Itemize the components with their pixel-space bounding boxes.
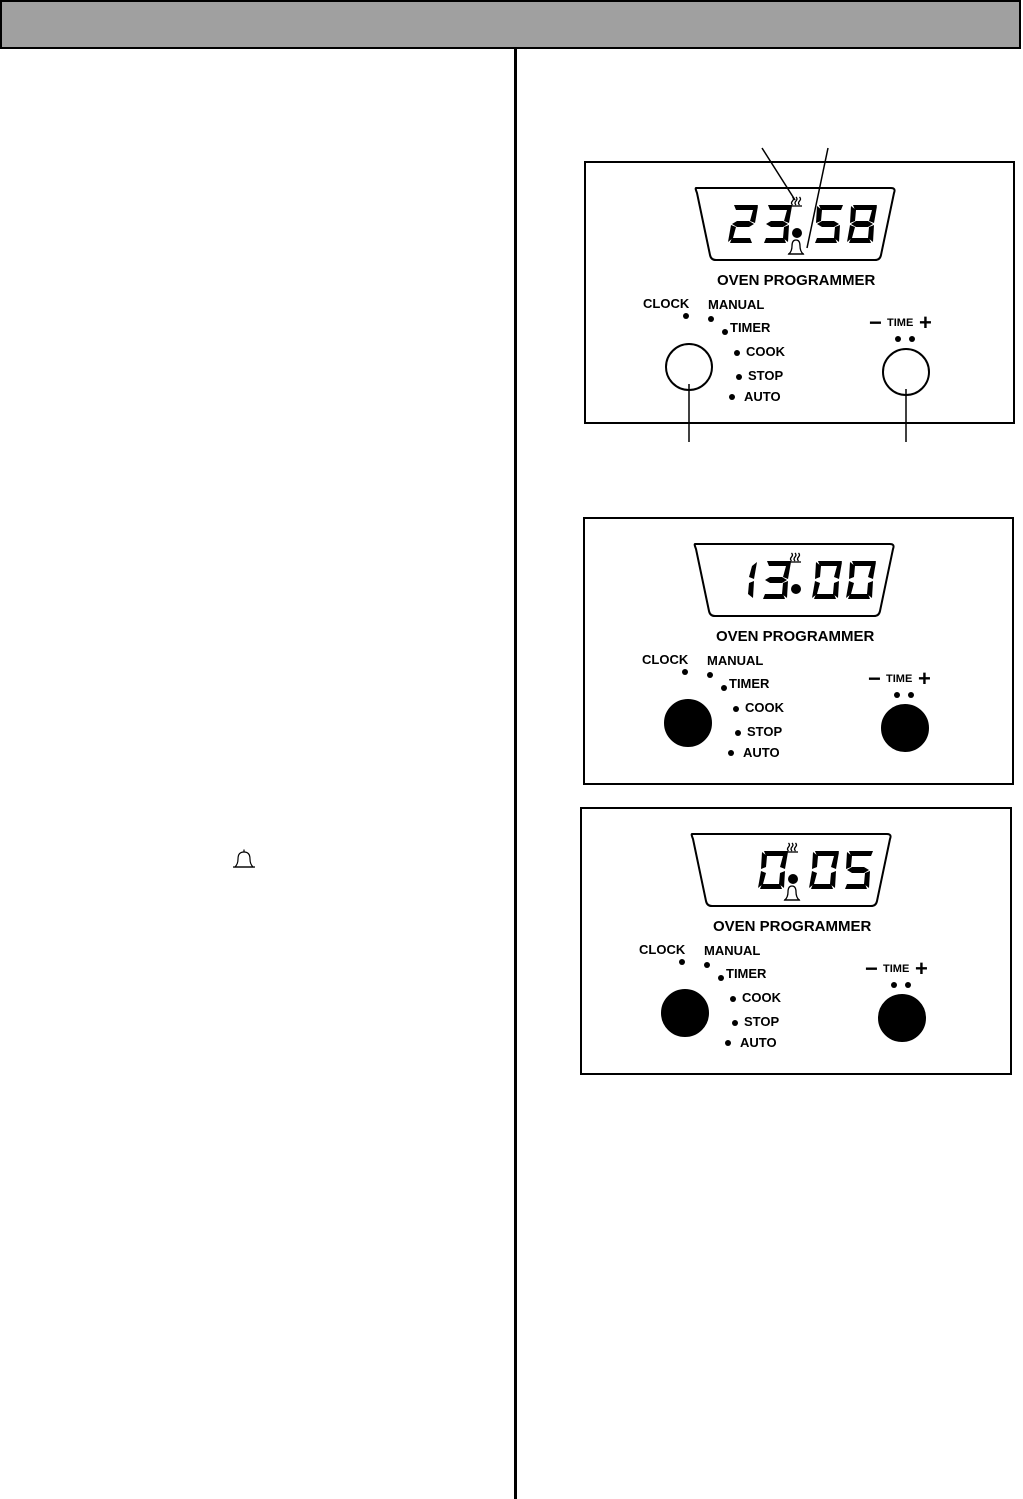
time-label: TIME <box>886 673 913 685</box>
mode-label-cook: COOK <box>745 700 784 715</box>
programmer-3 <box>581 808 1011 1074</box>
mode-dot <box>736 374 742 380</box>
programmer-title: OVEN PROGRAMMER <box>717 272 876 289</box>
mode-label-timer: TIMER <box>726 966 767 981</box>
mode-dot <box>679 959 685 965</box>
time-dot <box>909 336 915 342</box>
time-dot <box>895 336 901 342</box>
mode-dot <box>725 1040 731 1046</box>
programmer-title: OVEN PROGRAMMER <box>713 918 872 935</box>
mode-dot <box>730 996 736 1002</box>
mode-label-auto: AUTO <box>740 1035 777 1050</box>
colon-dot <box>791 584 801 594</box>
time-dot <box>894 692 900 698</box>
time-adjust-knob[interactable] <box>883 349 929 395</box>
mode-label-clock: CLOCK <box>643 296 690 311</box>
minus-sign: − <box>869 310 882 335</box>
mode-label-stop: STOP <box>747 724 783 739</box>
mode-dot <box>682 669 688 675</box>
mode-dot <box>734 350 740 356</box>
mode-dot <box>683 313 689 319</box>
minus-sign: − <box>865 956 878 981</box>
time-dot <box>891 982 897 988</box>
mode-label-timer: TIMER <box>729 676 770 691</box>
time-adjust-knob[interactable] <box>879 995 925 1041</box>
mode-dot <box>721 685 727 691</box>
mode-label-clock: CLOCK <box>642 652 689 667</box>
mode-label-auto: AUTO <box>744 389 781 404</box>
time-label: TIME <box>887 317 914 329</box>
mode-label-stop: STOP <box>744 1014 780 1029</box>
time-label: TIME <box>883 963 910 975</box>
mode-selector-knob[interactable] <box>665 700 711 746</box>
mode-label-cook: COOK <box>746 344 785 359</box>
time-dot <box>905 982 911 988</box>
programmer-2 <box>584 518 1013 784</box>
mode-dot <box>707 672 713 678</box>
plus-sign: + <box>915 956 928 981</box>
mode-dot <box>722 329 728 335</box>
mode-dot <box>718 975 724 981</box>
colon-dot <box>792 228 802 238</box>
plus-sign: + <box>919 310 932 335</box>
mode-label-clock: CLOCK <box>639 942 686 957</box>
mode-dot <box>732 1020 738 1026</box>
mode-dot <box>735 730 741 736</box>
plus-sign: + <box>918 666 931 691</box>
programmer-1 <box>585 148 1014 442</box>
mode-label-stop: STOP <box>748 368 784 383</box>
time-dot <box>908 692 914 698</box>
mode-dot <box>708 316 714 322</box>
mode-label-manual: MANUAL <box>707 653 764 668</box>
display-window <box>695 544 894 616</box>
time-adjust-knob[interactable] <box>882 705 928 751</box>
colon-dot <box>788 874 798 884</box>
mode-label-manual: MANUAL <box>704 943 761 958</box>
mode-label-manual: MANUAL <box>708 297 765 312</box>
mode-dot <box>704 962 710 968</box>
programmer-title: OVEN PROGRAMMER <box>716 628 875 645</box>
mode-label-auto: AUTO <box>743 745 780 760</box>
mode-label-cook: COOK <box>742 990 781 1005</box>
mode-dot <box>733 706 739 712</box>
mode-selector-knob[interactable] <box>666 344 712 390</box>
mode-dot <box>728 750 734 756</box>
mode-selector-knob[interactable] <box>662 990 708 1036</box>
mode-dot <box>729 394 735 400</box>
minus-sign: − <box>868 666 881 691</box>
mode-label-timer: TIMER <box>730 320 771 335</box>
